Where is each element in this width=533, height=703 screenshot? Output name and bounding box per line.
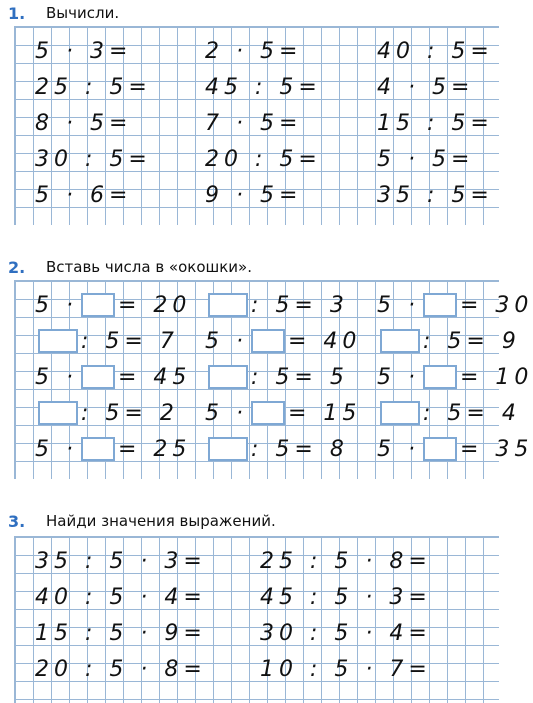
- equation-right-part: = 20: [117, 292, 192, 318]
- task-2-row: [15, 323, 521, 359]
- expression: 45 : 5=: [205, 74, 322, 100]
- equation-right-part: : 5= 3: [251, 292, 349, 318]
- equation: [377, 323, 521, 359]
- task-2-grid: [14, 280, 533, 479]
- task-2-title: Вставь числа в «окошки».: [46, 258, 253, 276]
- equation: [205, 323, 361, 359]
- task-1-row: [15, 69, 499, 105]
- equation-left-part: 5 ·: [205, 328, 248, 354]
- task-2-row: [15, 359, 533, 395]
- answer-box[interactable]: [380, 329, 420, 353]
- equation: [35, 395, 179, 431]
- answer-box[interactable]: [423, 293, 457, 317]
- task-3-row: [15, 579, 499, 615]
- task-1-row: [15, 177, 499, 213]
- expression: 8 · 5=: [35, 110, 133, 136]
- equation: [35, 287, 191, 323]
- task-2-header: [0, 254, 252, 280]
- answer-box[interactable]: [208, 365, 248, 389]
- task-3-row: [15, 651, 499, 687]
- answer-box[interactable]: [38, 401, 78, 425]
- equation: [377, 431, 533, 467]
- task-2-row: [15, 287, 533, 323]
- expression: 5 · 5=: [377, 146, 475, 172]
- task-3-row: [15, 615, 499, 651]
- expression: 35 : 5 · 3=: [35, 548, 207, 574]
- task-1-header: [0, 0, 119, 26]
- expression: 25 : 5 · 8=: [260, 548, 432, 574]
- answer-box[interactable]: [423, 365, 457, 389]
- expression: 45 : 5 · 3=: [260, 584, 432, 610]
- answer-box[interactable]: [81, 437, 115, 461]
- answer-box[interactable]: [81, 365, 115, 389]
- answer-box[interactable]: [251, 401, 285, 425]
- equation: [35, 359, 191, 395]
- equation-right-part: = 25: [117, 436, 192, 462]
- expression: 35 : 5=: [377, 182, 494, 208]
- equation: [377, 359, 533, 395]
- expression: 7 · 5=: [205, 110, 303, 136]
- equation: [205, 359, 349, 395]
- equation-left-part: 5 ·: [35, 436, 78, 462]
- equation-left-part: 5 ·: [377, 436, 420, 462]
- equation-right-part: : 5= 9: [423, 328, 521, 354]
- equation: [205, 395, 361, 431]
- task-1-row: [15, 105, 499, 141]
- task-3-header: [0, 508, 276, 534]
- equation: [377, 287, 533, 323]
- equation-right-part: = 15: [287, 400, 362, 426]
- equation-left-part: 5 ·: [35, 364, 78, 390]
- task-3-row: [15, 543, 499, 579]
- expression: 5 · 3=: [35, 38, 133, 64]
- equation-right-part: = 10: [459, 364, 533, 390]
- expression: 15 : 5 · 9=: [35, 620, 207, 646]
- equation-left-part: 5 ·: [377, 364, 420, 390]
- task-3-grid: [14, 536, 499, 703]
- equation-right-part: = 35: [459, 436, 533, 462]
- expression: 40 : 5=: [377, 38, 494, 64]
- answer-box[interactable]: [81, 293, 115, 317]
- equation: [377, 395, 521, 431]
- expression: 40 : 5 · 4=: [35, 584, 207, 610]
- answer-box[interactable]: [423, 437, 457, 461]
- task-1-row: [15, 141, 499, 177]
- equation-left-part: 5 ·: [377, 292, 420, 318]
- equation-right-part: : 5= 7: [81, 328, 179, 354]
- equation-right-part: : 5= 4: [423, 400, 521, 426]
- equation-left-part: 5 ·: [35, 292, 78, 318]
- equation-right-part: : 5= 8: [251, 436, 349, 462]
- task-2-row: [15, 395, 521, 431]
- task-3-number: 3.: [8, 511, 26, 531]
- task-1-title: Вычисли.: [46, 4, 120, 22]
- task-3-title: Найди значения выражений.: [46, 512, 276, 530]
- equation-right-part: = 30: [459, 292, 533, 318]
- expression: 25 : 5=: [35, 74, 152, 100]
- expression: 4 · 5=: [377, 74, 475, 100]
- equation: [205, 431, 349, 467]
- expression: 5 · 6=: [35, 182, 133, 208]
- equation-right-part: = 40: [287, 328, 362, 354]
- answer-box[interactable]: [208, 437, 248, 461]
- equation-right-part: = 45: [117, 364, 192, 390]
- equation-right-part: : 5= 5: [251, 364, 349, 390]
- expression: 2 · 5=: [205, 38, 303, 64]
- expression: 20 : 5 · 8=: [35, 656, 207, 682]
- answer-box[interactable]: [380, 401, 420, 425]
- task-1-grid: [14, 26, 499, 225]
- answer-box[interactable]: [38, 329, 78, 353]
- task-2-number: 2.: [8, 257, 26, 277]
- expression: 15 : 5=: [377, 110, 494, 136]
- answer-box[interactable]: [208, 293, 248, 317]
- task-1-row: [15, 33, 499, 69]
- task-2-row: [15, 431, 533, 467]
- equation: [205, 287, 349, 323]
- expression: 20 : 5=: [205, 146, 322, 172]
- expression: 30 : 5=: [35, 146, 152, 172]
- expression: 10 : 5 · 7=: [260, 656, 432, 682]
- expression: 9 · 5=: [205, 182, 303, 208]
- equation-right-part: : 5= 2: [81, 400, 179, 426]
- equation: [35, 431, 191, 467]
- equation-left-part: 5 ·: [205, 400, 248, 426]
- equation: [35, 323, 179, 359]
- expression: 30 : 5 · 4=: [260, 620, 432, 646]
- answer-box[interactable]: [251, 329, 285, 353]
- task-1-number: 1.: [8, 3, 26, 23]
